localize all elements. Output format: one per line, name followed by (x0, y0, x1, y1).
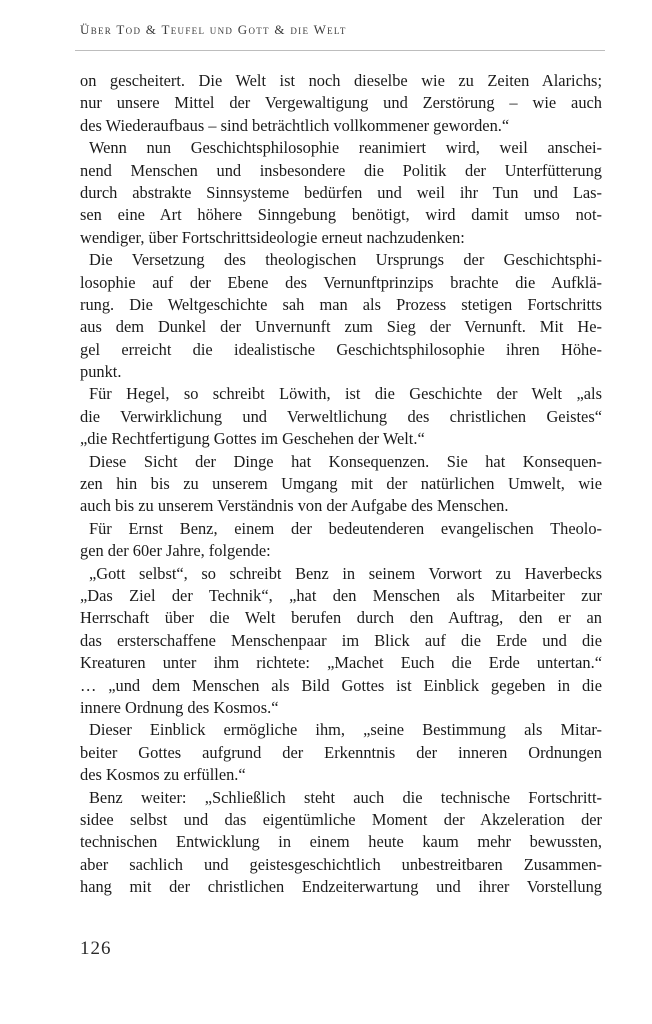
text-line: on gescheitert. Die Welt ist noch dieselbe wie zu Zeiten Alarichs; (80, 71, 602, 90)
text-line: Für Hegel, so schreibt Löwith, ist die Geschichte der Welt „als (89, 384, 602, 404)
text-line: technischen Entwicklung in einem heute kaum mehr bewussten, (80, 832, 602, 852)
running-header: Über Tod & Teufel und Gott & die Welt (80, 22, 347, 37)
text-line: die Verwirklichung und Verweltlichung des christlichen Geistes“ (80, 406, 602, 426)
text-line: beiter Gottes aufgrund der Erkenntnis der inneren Ordnungen (80, 742, 602, 762)
text-line: sen eine Art höhere Sinngebung benötigt, wird damit umso not- (80, 205, 602, 225)
text-line: Diese Sicht der Dinge hat Konsequenzen. Sie hat Konsequen- (89, 451, 602, 471)
text-line: nend Menschen und insbesondere die Politik der Unterfütterung (80, 160, 602, 180)
text-line: hang mit der christlichen Endzeiterwartung und ihrer Vorstellung (80, 877, 602, 897)
header-rule (75, 50, 605, 51)
text-line: durch abstrakte Sinnsysteme bedürfen und weil ihr Tun und Las- (80, 182, 602, 202)
text-line: „Das Ziel der Technik“, „hat den Menschen als Mitarbeiter zur (80, 585, 602, 605)
text-line: „Gott selbst“, so schreibt Benz in seinem Vorwort zu Haverbecks (89, 563, 602, 583)
text-line: Wenn nun Geschichtsphilosophie reanimiert wird, weil anschei- (89, 138, 602, 158)
text-line: aus dem Dunkel der Unvernunft zum Sieg der Vernunft. Mit He- (80, 317, 602, 337)
text-line: wendiger, über Fortschrittsideologie erneut nachzudenken: (80, 227, 465, 247)
body-text (80, 70, 602, 898)
text-line: … „und dem Menschen als Bild Gottes ist Einblick gegeben in die (80, 675, 602, 695)
text-line: Die Versetzung des theologischen Ursprungs der Geschichtsphi- (89, 250, 602, 270)
text-line: auch bis zu unserem Verständnis von der Aufgabe des Menschen. (80, 496, 509, 516)
text-line: nur unsere Mittel der Vergewaltigung und Zerstörung – wie auch (80, 93, 602, 113)
text-line: rung. Die Weltgeschichte sah man als Prozess stetigen Fortschritts (80, 294, 602, 314)
text-line: punkt. (80, 362, 122, 382)
text-line: Benz weiter: „Schließlich steht auch die technische Fortschritt- (89, 787, 602, 807)
text-line: Kreaturen unter ihm richtete: „Machet Euch die Erde untertan.“ (80, 653, 602, 673)
text-line: innere Ordnung des Kosmos.“ (80, 697, 279, 717)
text-line: des Kosmos zu erfüllen.“ (80, 765, 246, 785)
text-line: „die Rechtfertigung Gottes im Geschehen der Welt.“ (80, 429, 425, 449)
text-line: des Wiederaufbaus – sind beträchtlich vollkommener geworden.“ (80, 115, 510, 135)
text-line: gel erreicht die idealistische Geschichtsphilosophie ihren Höhe- (80, 339, 602, 359)
text-line: gen der 60er Jahre, folgende: (80, 541, 271, 561)
page-number: 126 (80, 938, 112, 959)
text-line: Für Ernst Benz, einem der bedeutenderen evangelischen Theolo- (89, 518, 602, 538)
text-line: Herrschaft über die Welt berufen durch den Auftrag, den er an (80, 608, 602, 628)
text-line: losophie auf der Ebene des Vernunftprinzips brachte die Aufklä- (80, 272, 602, 292)
text-line: zen hin bis zu unserem Umgang mit der natürlichen Umwelt, wie (80, 474, 602, 494)
text-line: Dieser Einblick ermögliche ihm, „seine Bestimmung als Mitar- (89, 720, 602, 740)
text-line: aber sachlich und geistesgeschichtlich unbestreitbaren Zusammen- (80, 854, 602, 874)
text-line: das ersterschaffene Menschenpaar im Blick auf die Erde und die (80, 630, 602, 650)
text-line: sidee selbst und das eigentümliche Moment der Akzeleration der (80, 809, 602, 829)
